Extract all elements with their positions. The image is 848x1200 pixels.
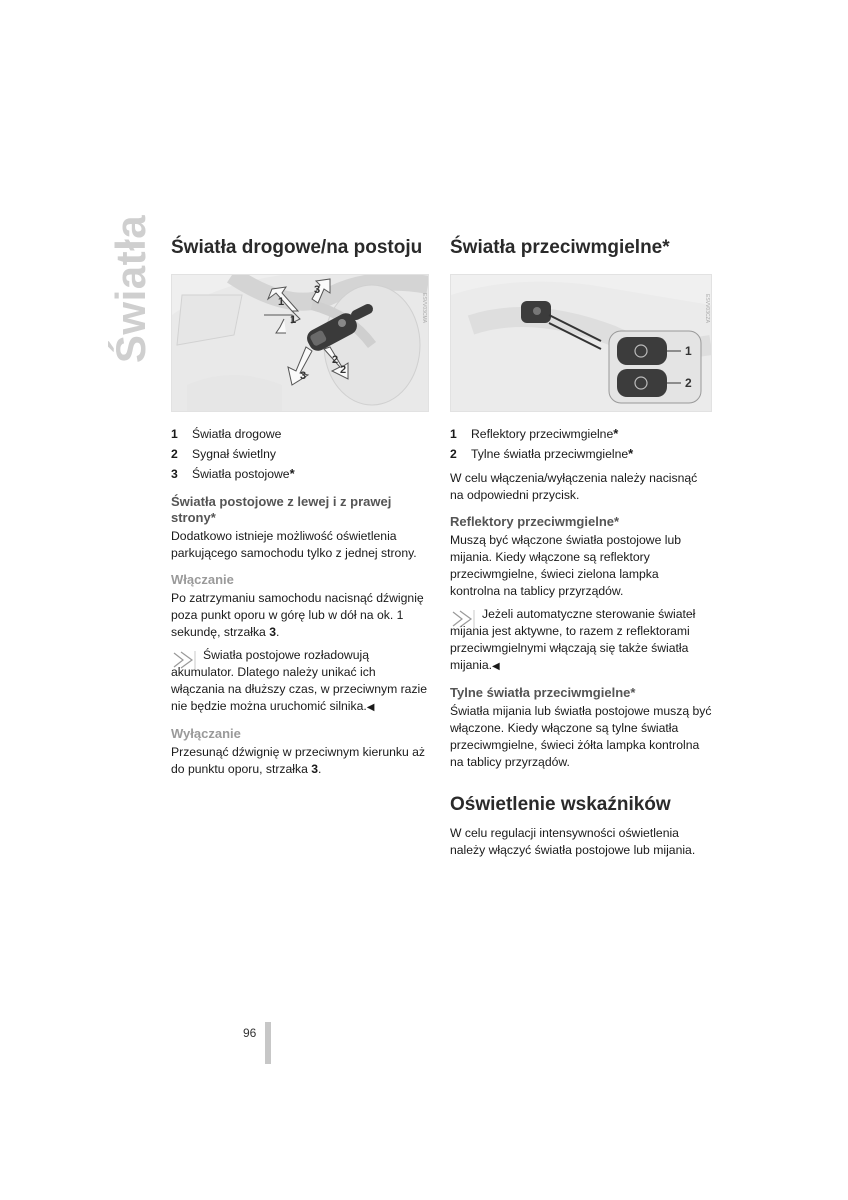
section-title-fog-lights: Światła przeciwmgielne* <box>450 237 670 258</box>
list-item <box>171 424 429 444</box>
paragraph-side-parking: Dodatkowo istnieje możliwość oświetlenia parkującego samochodu tylko z jednej strony. <box>171 529 417 560</box>
page-number: 96 <box>243 1026 257 1040</box>
legend-list <box>450 424 712 464</box>
figure-light-stalk <box>171 274 429 412</box>
paragraph-switch-on: Po zatrzymaniu samochodu nacisnąć dźwignię poza punkt oporu w górę lub w dół na ok. 1 sekundę, strzałka 3. <box>171 591 424 639</box>
note-text: Jeżeli automatyczne sterowanie świateł mijania jest aktywne, to razem z reflektorami przeciwmgielnymi włączają się także światła mijania.◀ <box>450 607 696 672</box>
paragraph-switch-off: Przesunąć dźwignię w przeciwnym kierunku aż do punktu oporu, strzałka 3. <box>171 745 426 776</box>
callout-3a: 3 <box>314 284 321 296</box>
chapter-tab-label: Światła <box>107 214 155 364</box>
paragraph-front-fog: Muszą być włączone światła postojowe lub mijania. Kiedy włączone są reflektory przeciwmgielne, świeci zielona lampka kontrolna na tablicy przyrządów. <box>450 533 681 598</box>
callout-1a: 1 <box>290 314 297 326</box>
section-title-instrument-lighting: Oświetlenie wskaźników <box>450 794 671 815</box>
legend-list <box>171 424 429 484</box>
subsection-title-rear-fog: Tylne światła przeciwmgielne* <box>450 685 636 700</box>
note-box <box>450 606 712 675</box>
fog-lights-illustration <box>451 275 711 411</box>
note-arrow-icon <box>171 649 199 671</box>
section-title-parking-lights: Światła drogowe/na postoju <box>171 237 423 258</box>
paragraph-intro: W celu włączenia/wyłączenia należy nacisnąć na odpowiedni przycisk. <box>450 471 698 502</box>
callout-2: 2 <box>685 376 692 390</box>
paragraph-instrument-lighting: W celu regulacji intensywności oświetlenia należy włączyć światła postojowe lub mijania. <box>450 826 696 857</box>
list-item <box>450 444 712 464</box>
list-item-number: 1 <box>171 427 178 441</box>
asterisk: * <box>613 426 619 441</box>
callout-1: 1 <box>685 344 692 358</box>
list-item <box>171 464 429 484</box>
list-item-number: 1 <box>450 427 457 441</box>
list-item-number: 3 <box>171 467 178 481</box>
callout-3b: 3 <box>300 370 307 382</box>
note-arrow-icon <box>450 608 478 630</box>
callout-2a: 2 <box>332 354 339 366</box>
note-box <box>171 647 429 716</box>
light-stalk-illustration <box>172 275 428 411</box>
page-marker-bar <box>265 1022 271 1064</box>
callout-1b: 1 <box>278 296 285 308</box>
list-item-text: Sygnał świetlny <box>192 447 276 461</box>
end-mark-icon: ◀ <box>492 661 500 672</box>
figure-code: ESVV03CZA <box>704 294 710 323</box>
right-column <box>450 236 712 861</box>
figure-code: ESVV03CMA <box>421 292 427 323</box>
list-item <box>450 424 712 444</box>
list-item-number: 2 <box>450 447 457 461</box>
list-item-text: Światła postojowe <box>192 467 290 481</box>
callout-2b: 2 <box>340 364 347 376</box>
chapter-tab <box>107 214 155 364</box>
figure-fog-light-buttons <box>450 274 712 412</box>
asterisk: * <box>289 466 295 481</box>
paragraph-rear-fog: Światła mijania lub światła postojowe muszą być włączone. Kiedy włączone są tylne światła przeciwmgielne, świeci żółta lampka kontrolna na tablicy przyrządów. <box>450 704 712 769</box>
list-item-text: Tylne światła przeciwmgielne <box>471 447 629 461</box>
left-column <box>171 236 429 780</box>
list-item-text: Reflektory przeciwmgielne <box>471 427 614 441</box>
note-text: Światła postojowe rozładowują akumulator. Dlatego należy unikać ich włączania na dłuższy czas, w przeciwnym razie nie będzie można uruchomić silnika.◀ <box>171 648 428 713</box>
subheading-switch-on: Włączanie <box>171 572 234 587</box>
subsection-title-front-fog: Reflektory przeciwmgielne* <box>450 514 620 529</box>
asterisk: * <box>628 446 634 461</box>
list-item <box>171 444 429 464</box>
end-mark-icon: ◀ <box>366 702 375 713</box>
subheading-switch-off: Wyłączanie <box>171 726 241 741</box>
list-item-text: Światła drogowe <box>192 427 282 441</box>
subsection-title-side-parking: Światła postojowe z lewej i z prawej strony* <box>171 494 392 525</box>
list-item-number: 2 <box>171 447 178 461</box>
